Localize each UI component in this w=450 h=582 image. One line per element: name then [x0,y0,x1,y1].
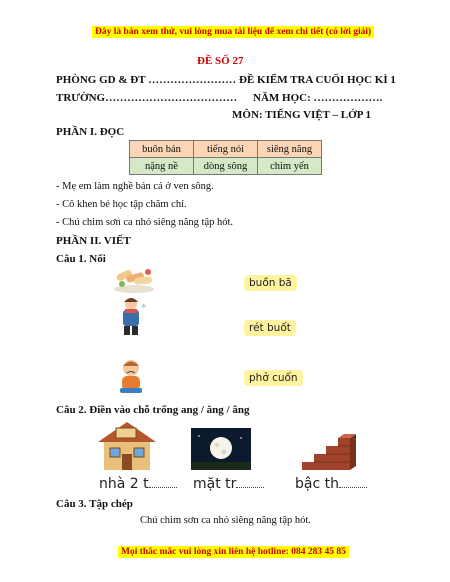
svg-text:❄: ❄ [141,304,147,310]
table-row [130,141,322,158]
match-word: rét buốt [244,320,296,336]
spring-rolls-icon [112,262,156,294]
reading-sentence: - Mẹ em làm nghề bán cá ở ven sông. [56,181,214,192]
table-cell: dòng sông [194,158,258,175]
subject-line: MÔN: TIẾNG VIỆT – LỚP 1 [232,109,372,121]
table-cell: nặng nề [130,158,194,175]
fill-caption: nhà 2 t [99,476,177,492]
match-word: phở cuốn [244,370,303,386]
reading-sentence: - Cô khen bé học tập chăm chỉ. [56,199,187,210]
table-cell: chim yến [258,158,322,175]
table-cell: siêng năng [258,141,322,158]
reading-word-table [129,140,322,175]
preview-banner: Đây là bản xem thử, vui lòng mua tài liệu để xem chi tiết (có lời giải) [92,26,374,38]
stairs-icon [298,426,358,472]
q3-title: Câu 3. Tập chép [56,498,133,510]
cold-child-icon [115,296,147,338]
table-cell: buôn bán [130,141,194,158]
part1-title: PHẦN I. ĐỌC [56,126,125,138]
exam-number: ĐỀ SỐ 27 [197,55,244,67]
hotline-banner: Mọi thắc mắc vui lòng xin liên hệ hotline: 084 283 45 85 [118,546,349,558]
moon-icon [191,428,251,470]
part2-title: PHẦN II. VIẾT [56,235,131,247]
fill-caption: mặt tr [193,476,264,492]
match-word: buồn bã [244,275,297,291]
copy-sentence: Chú chim sơn ca nhỏ siêng năng tập hót. [140,515,311,526]
department-line: PHÒNG GD & ĐT …………………… [56,74,237,86]
school-year: NĂM HỌC: ………………. [253,92,383,104]
table-row [130,158,322,175]
sad-child-icon [116,358,146,394]
q1-title: Câu 1. Nối [56,253,106,265]
reading-sentence: - Chú chim sơn ca nhỏ siêng năng tập hót. [56,217,234,228]
table-cell: tiếng nói [194,141,258,158]
school-line: TRƯỜNG……………………………… [56,92,238,104]
house-icon [96,420,158,472]
exam-title: ĐỀ KIỂM TRA CUỐI HỌC KÌ 1 [239,74,396,86]
q2-title: Câu 2. Điền vào chỗ trống ang / ăng / âng [56,404,250,416]
fill-caption: bậc th [295,476,367,492]
